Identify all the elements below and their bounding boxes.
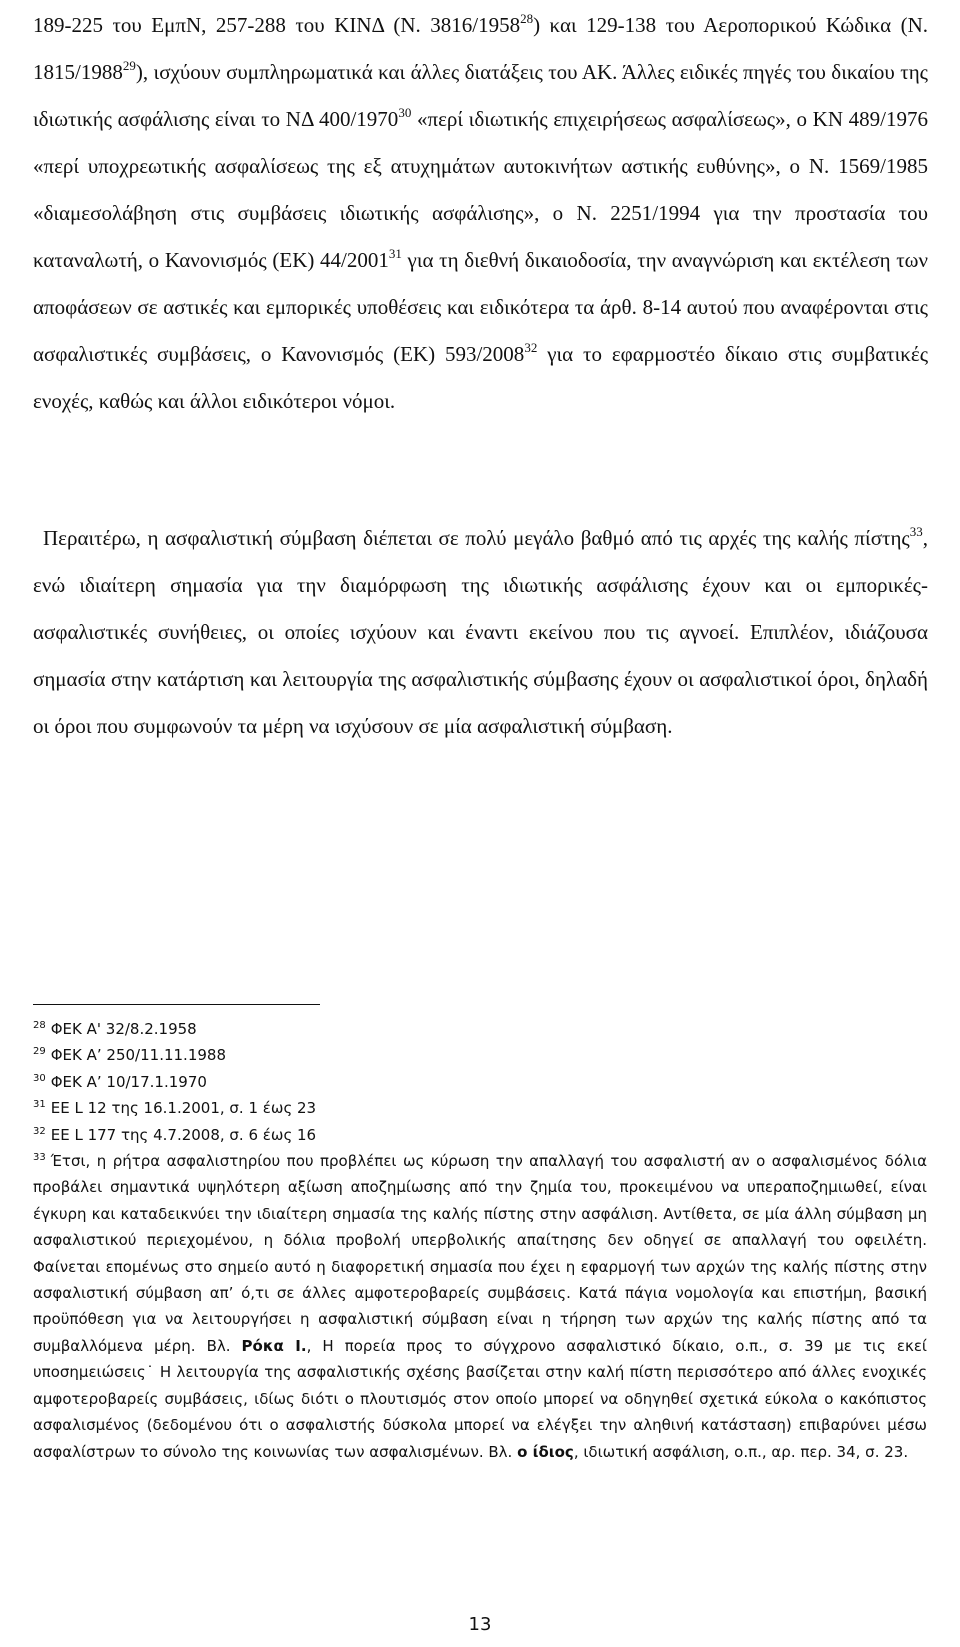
paragraph-text: Περαιτέρω, η ασφαλιστική σύμβαση διέπεται σε πολύ μεγάλο βαθμό από τις αρχές της καλής πίστης	[43, 526, 910, 550]
page-number: 13	[468, 1614, 492, 1635]
footnote-ref-32[interactable]: 32	[524, 340, 538, 355]
footnote-text: ΦΕΚ Α’ 250/11.11.1988	[50, 1046, 226, 1065]
footnote-31	[33, 1095, 927, 1121]
footnote-text: ΦΕΚ Α' 32/8.2.1958	[50, 1020, 197, 1038]
footnote-text: ΕΕ L 12 της 16.1.2001, σ. 1 έως 23	[50, 1099, 317, 1118]
footnote-ref-29[interactable]: 29	[122, 58, 136, 73]
body-paragraph-2	[33, 515, 928, 750]
footnote-separator	[33, 1004, 320, 1005]
paragraph-text: ), ισχύουν συμπληρωματικά και άλλες διατάξεις του ΑΚ. Άλλες ειδικές πηγές του δικαίου της ιδιωτικής ασφάλισης είναι το ΝΔ 400/1970	[33, 60, 928, 131]
footnote-number: 33	[33, 1152, 46, 1164]
footnote-32	[33, 1122, 927, 1148]
footnote-number: 29	[33, 1046, 46, 1058]
body-paragraph-1	[33, 2, 928, 425]
footnote-30	[33, 1069, 927, 1095]
footnotes-section	[33, 1016, 927, 1465]
footnote-number: 31	[33, 1099, 46, 1111]
footnote-ref-31[interactable]: 31	[388, 246, 402, 261]
footnote-33	[33, 1148, 927, 1465]
paragraph-text: για το εφαρμοστέο δίκαιο στις συμβατικές ενοχές, καθώς και άλλοι ειδικότεροι νόμοι.	[33, 342, 929, 413]
paragraph-text: ) και 129-138 του Αεροπορικού Κώδικα (Ν. 1815/1988	[33, 13, 928, 84]
footnote-text: ΕΕ L 177 της 4.7.2008, σ. 6 έως 16	[50, 1125, 317, 1144]
paragraph-text: 189-225 του ΕμπΝ, 257-288 του ΚΙΝΔ (Ν. 3816/1958	[33, 13, 521, 37]
footnote-number: 30	[33, 1072, 46, 1084]
paragraph-text: για τη διεθνή δικαιοδοσία, την αναγνώριση και εκτέλεση των αποφάσεων σε αστικές και εμπορικές υποθέσεις και ειδικότερα τα άρθ. 8-14 αυτού που αναφέρονται στις ασφαλιστικές συμβάσεις, ο Κανονισμός (ΕΚ) 593/2008	[33, 248, 928, 366]
footnote-28	[33, 1016, 927, 1042]
footnote-29	[33, 1042, 927, 1068]
paragraph-text: , ενώ ιδιαίτερη σημασία για την διαμόρφωση της ιδιωτικής ασφάλισης έχουν και οι εμπορικές-ασφαλιστικές συνήθειες, οι οποίες ισχύουν και έναντι εκείνου που τις αγνοεί. Επιπλέον, ιδιάζουσα σημασία στην κατάρτιση και λειτουργία της ασφαλιστικής σύμβασης έχουν οι ασφαλιστικοί όροι, δηλαδή οι όροι που συμφωνούν τα μέρη να ισχύσουν σε μία ασφαλιστική σύμβαση.	[33, 526, 928, 738]
cited-author: Ρόκα Ι.	[241, 1336, 307, 1355]
cited-author: ο ίδιος	[517, 1442, 574, 1461]
footnote-number: 28	[33, 1020, 46, 1031]
footnote-number: 32	[33, 1125, 46, 1137]
footnote-ref-33[interactable]: 33	[909, 524, 923, 539]
footnote-text: , ιδιωτική ασφάλιση, ο.π., αρ. περ. 34, σ. 23.	[573, 1442, 909, 1461]
footnote-text: , Η πορεία προς το σύγχρονο ασφαλιστικό δίκαιο, ο.π., σ. 39 με τις εκεί υποσημειώσεις˙ Η λειτουργία της ασφαλιστικής σχέσης βασίζεται στην καλή πίστη περισσότερο από άλλες ενοχικές αμφοτεροβαρείς συμβάσεις, ιδίως διότι ο πλουτισμός στον οποίο μπορεί να οδηγηθεί σχετικά εύκολα ο κακόπιστος ασφαλισμένος (δεδομένου ότι ο ασφαλιστής δύσκολα μπορεί να ελέγξει την αληθινή κατάσταση) επιβαρύνει μέσω ασφαλίστρων το σύνολο της κοινωνίας των ασφαλισμένων. Βλ.	[33, 1336, 928, 1461]
footnote-ref-28[interactable]: 28	[520, 11, 534, 26]
footnote-ref-30[interactable]: 30	[398, 105, 412, 120]
paragraph-text: «περί ιδιωτικής επιχειρήσεως ασφαλίσεως», ο ΚΝ 489/1976 «περί υποχρεωτικής ασφαλίσεως της εξ ατυχημάτων αυτοκινήτων αστικής ευθύνης», ο Ν. 1569/1985 «διαμεσολάβηση στις συμβάσεις ιδιωτικής ασφάλισης», ο Ν. 2251/1994 για την προστασία του καταναλωτή, ο Κανονισμός (ΕΚ) 44/2001	[33, 107, 929, 272]
footnote-text: ΦΕΚ Α’ 10/17.1.1970	[50, 1072, 207, 1091]
footnote-text: Έτσι, η ρήτρα ασφαλιστηρίου που προβλέπει ως κύρωση την απαλλαγή του ασφαλιστή αν ο ασφαλισμένος δόλια προβάλει σημαντικά υψηλότερη αξίωση αποζημίωσης από την ζημία του, προκειμένου να υπεραποζημιωθεί, είναι έγκυρη και καταδεικνύει την ιδιαίτερη σημασία της καλής πίστης στην ασφάλιση. Αντίθετα, σε μία άλλη σύμβαση μη ασφαλιστικού περιεχομένου, η δόλια προβολή υπερβολικής απαίτησης δεν οδηγεί σε απαλλαγή του οφειλέτη. Φαίνεται επομένως στο σημείο αυτό η διαφορετική σημασία που έχει η εφαρμογή των αρχών της καλής πίστης στην ασφαλιστική σύμβαση απ’ ό,τι σε άλλες αμφοτεροβαρείς συμβάσεις. Κατά πάγια νομολογία και επιστήμη, βασική προϋπόθεση για να λειτουργήσει η ασφαλιστική σύμβαση είναι η τήρηση των αρχών της καλής πίστης από τα συμβαλλόμενα μέρη. Βλ.	[33, 1152, 927, 1355]
